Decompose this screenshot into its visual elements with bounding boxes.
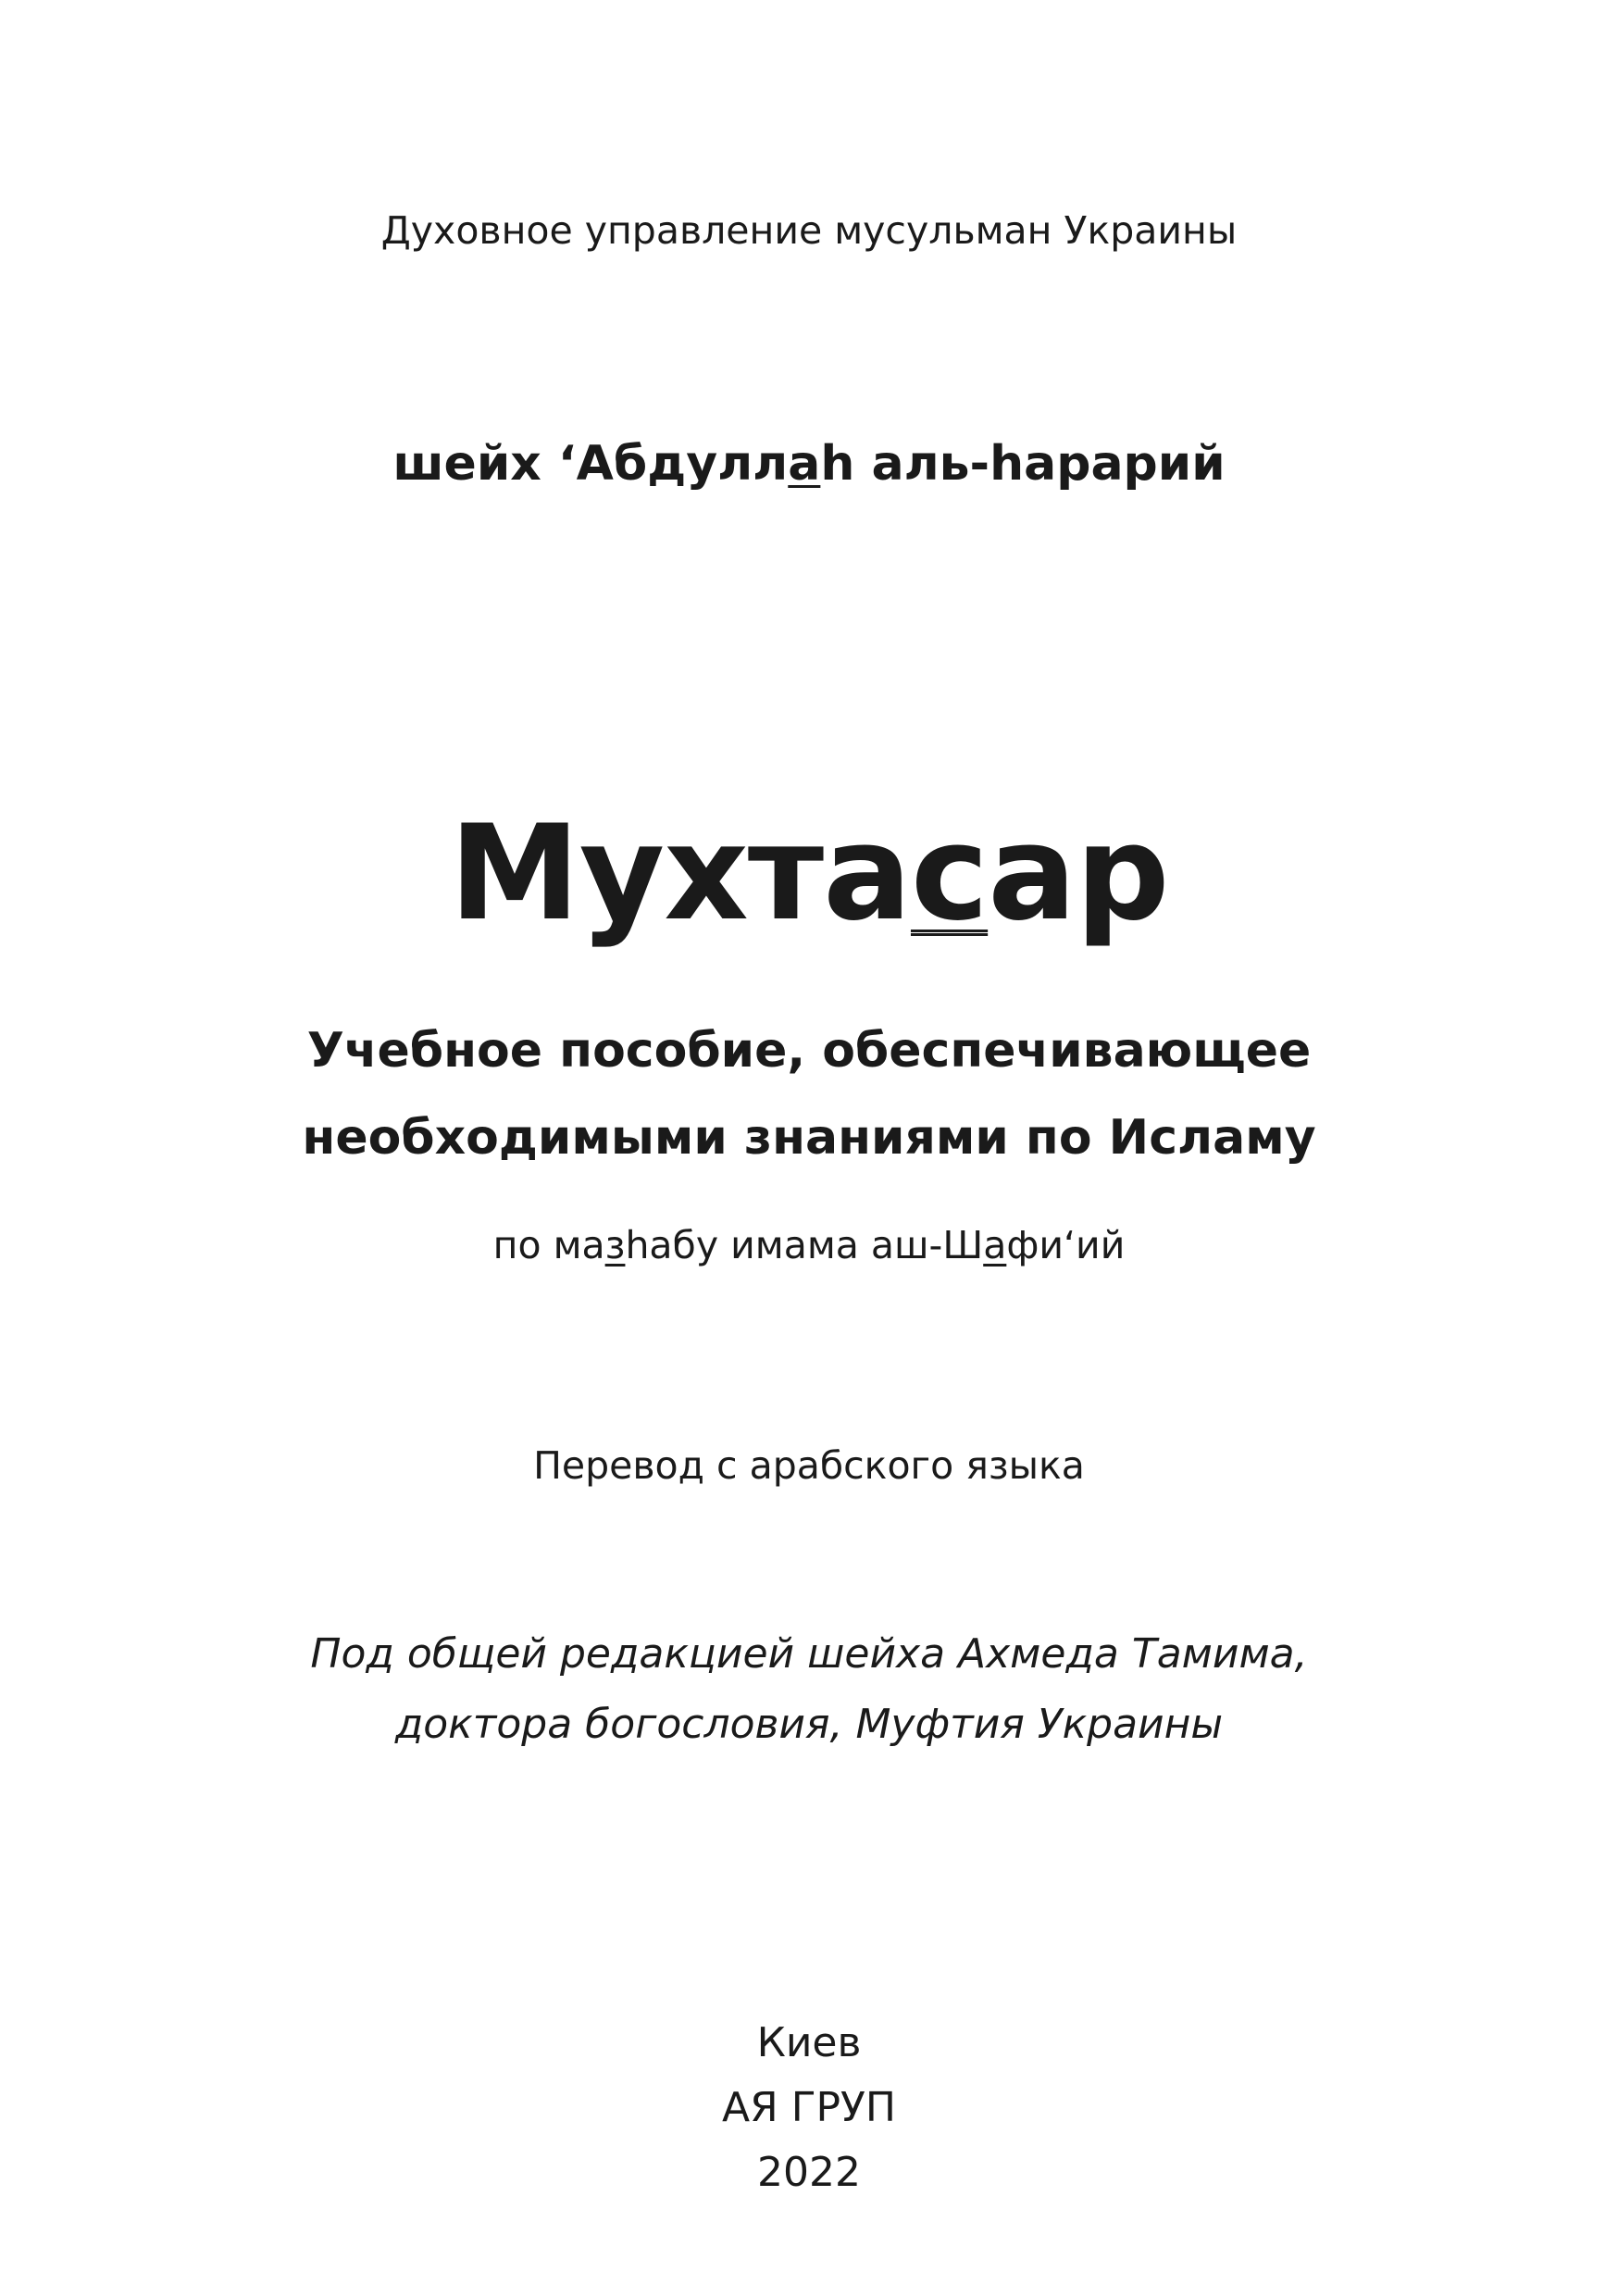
author-name [0,437,1618,493]
book-title-underlined-letter: с [910,797,989,950]
book-title-part: ар [988,797,1169,950]
author-name-part: шейх ‘Абдулл [392,436,789,492]
editor-line-1: Под общей редакцией шейха Ахмеда Тамима, [310,1630,1308,1678]
subtitle-line-1: Учебное пособие, обеспечивающее [306,1023,1312,1079]
madhhab-part: һабу имама аш-Ш [625,1223,984,1267]
publisher-organization: Духовное управление мусульман Украины [380,208,1238,253]
imprint-city: Киев [756,2019,862,2066]
author-name-part: һ аль-һарарий [820,436,1226,492]
madhhab-line [0,1224,1618,1267]
book-title [0,798,1618,949]
author-name-underlined-letter: а [788,436,821,492]
madhhab-part: фи‘ий [1006,1223,1126,1267]
madhhab-part: по ма [492,1223,605,1267]
imprint-year: 2022 [757,2149,861,2196]
book-title-part: Мухта [449,797,911,950]
madhhab-underlined-letter: а [983,1223,1007,1267]
madhhab-underlined-letter: з [604,1223,626,1267]
subtitle-line-2: необходимыми знаниями по Исламу [302,1110,1316,1166]
editor-line-2: доктора богословия, Муфтия Украины [394,1701,1224,1748]
translation-note: Перевод с арабского языка [533,1443,1085,1488]
imprint-publisher: АЯ ГРУП [722,2084,896,2131]
